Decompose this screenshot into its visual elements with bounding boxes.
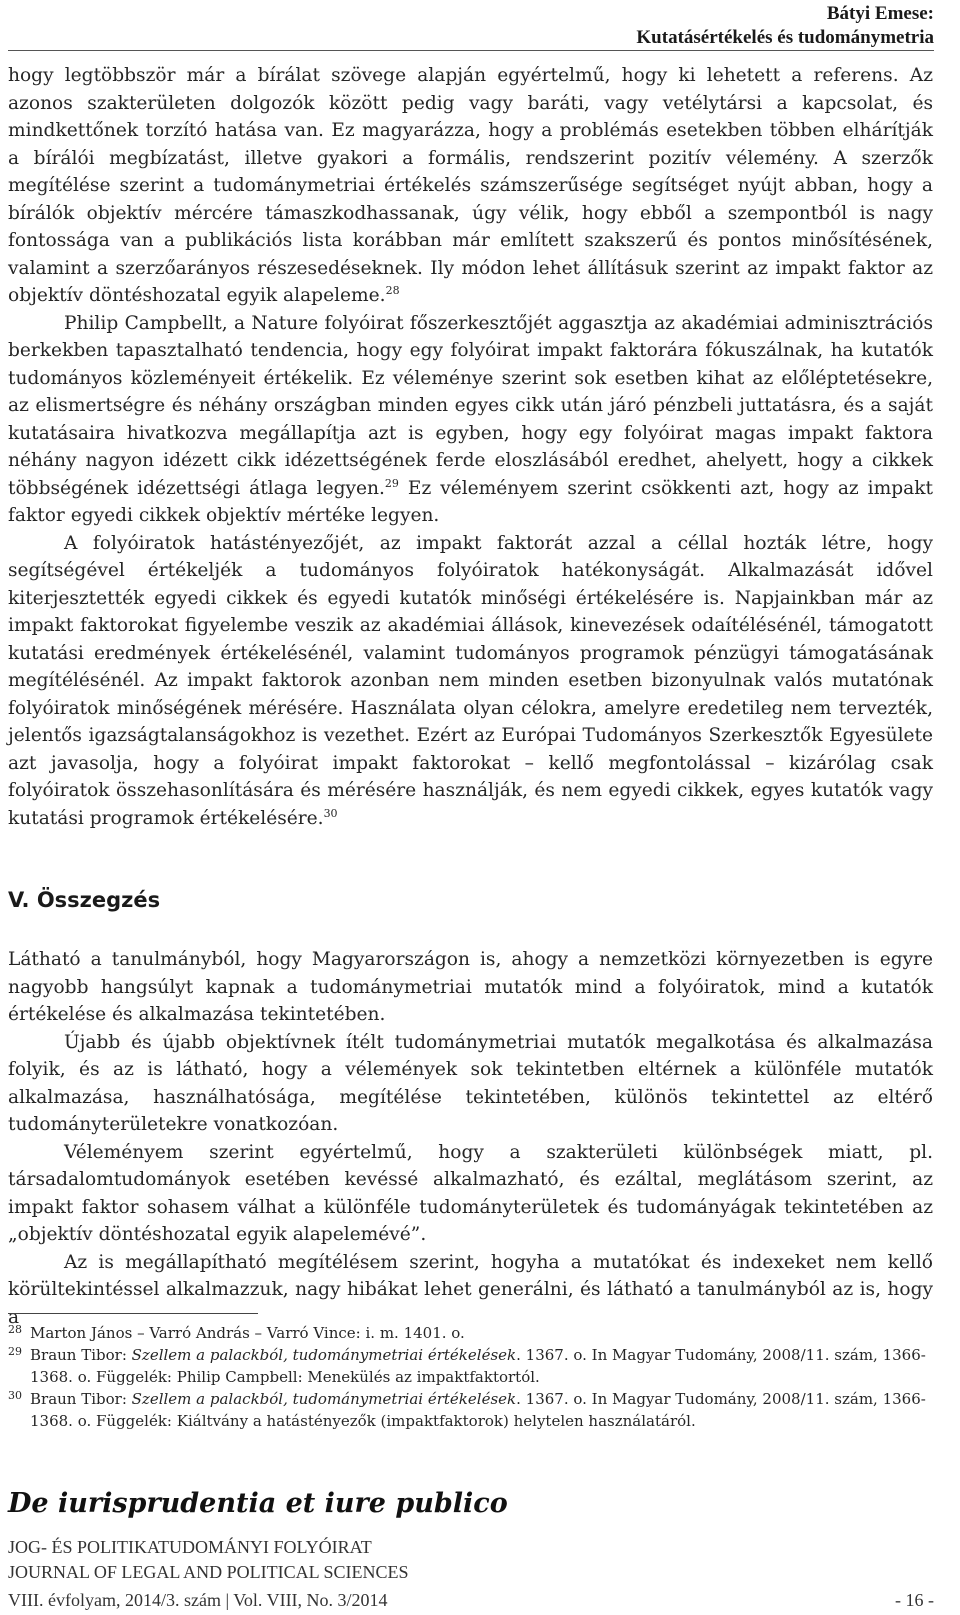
section-heading: V. Összegzés xyxy=(8,888,161,912)
footnote-30 xyxy=(8,1388,933,1432)
footnote-divider xyxy=(8,1313,258,1314)
page-number: - 16 - xyxy=(895,1590,934,1610)
paragraph-2-text: Philip Campbellt, a Nature folyóirat főszerkesztőjét aggasztja az akadémiai adminisztrációs berkekben tapasztalható tendencia, hogy egy folyóirat impakt faktorára fókuszálnak, ha kutatók tudományos közleményeit értékelik. Ez véleménye szerint sok esetben kihat az előléptetésekre, az elismertségre és néhány országban minden egyes cikk után járó pénzbeli juttatásra, és a saját kutatásaira hivatkozva megállapítja azt is egyben, hogy egy folyóirat magas impakt faktora néhány nagyon idézett cikk idézettségének ferde eloszlásából eredhet, ahelyett, hogy a cikkek többségének idézettségi átlaga legyen. xyxy=(8,312,933,499)
header-title: Kutatásértékelés és tudománymetria xyxy=(636,27,934,48)
summary-paragraph-3: Véleményem szerint egyértelmű, hogy a szakterületi különbségek miatt, pl. társadalomtudományok esetében kevéssé alkalmazható, és ezáltal, meglátásom szerint, az impakt faktor sohasem válhat a különféle tudományterületek és tudományágak tekintetében az „objektív döntéshozatal egyik alapelemévé”. xyxy=(8,1141,933,1245)
header-author: Bátyi Emese: xyxy=(826,3,934,24)
paragraph-1-text: hogy legtöbbször már a bírálat szövege alapján egyértelmű, hogy ki lehetett a referens. Az azonos szakterületen dolgozók között pedig vagy baráti, vagy vetélytársi a kapcsolat, és mindkettőnek torzító hatása van. Ez magyarázza, hogy a problémás esetekben többen elhárítják a bírálói megbízatást, illetve gyakori a formális, rendszerint pozitív vélemény. A szerzők megítélése szerint a tudománymetriai értékelés számszerűsége segítséget nyújt abban, hogy a bírálók objektív mércére támaszkodhassanak, úgy vélik, hogy ebből a szempontból is nagy fontossága van a publikációs lista korábban már említett szakszerű és pontos minősítésének, valamint a szerzőarányos részesedéseknek. Ily módon lehet állításuk szerint az impakt faktor az objektív döntéshozatal egyik alapeleme. xyxy=(8,65,933,306)
footnote-28 xyxy=(8,1322,933,1344)
footnote-ref-30[interactable]: 30 xyxy=(323,806,338,820)
summary-paragraph-4: Az is megállapítható megítélésem szerint, hogyha a mutatókat és indexeket nem kellő körültekintéssel alkalmazzuk, nagy hibákat lehet generálni, és látható a tanulmányból az is, hogy a xyxy=(8,1251,933,1328)
footnote-number: 30 xyxy=(8,1389,22,1402)
footnote-number: 29 xyxy=(8,1345,22,1358)
footnote-text: Marton János – Varró András – Varró Vince: i. m. 1401. o. xyxy=(30,1324,465,1342)
footnote-ref-28[interactable]: 28 xyxy=(385,284,400,297)
footnote-text: Braun Tibor: Szellem a palackból, tudománymetriai értékelések. 1367. o. In Magyar Tudomány, 2008/11. szám, 1366-1368. o. Függelék: Kiáltvány a hatástényezők (impaktfaktorok) helytelen használatáról. xyxy=(30,1390,926,1430)
summary-paragraph-1: Látható a tanulmányból, hogy Magyarországon is, ahogy a nemzetközi környezetben is egyre nagyobb hangsúlyt kapnak a tudománymetriai mutatók mind a folyóiratok, mind a kutatók értékelése és alkalmazása tekintetében. xyxy=(8,949,933,1025)
header-divider xyxy=(8,50,934,51)
issue-info: VIII. évfolyam, 2014/3. szám | Vol. VIII, No. 3/2014 xyxy=(8,1590,388,1610)
summary-text xyxy=(8,946,933,1331)
summary-paragraph-2: Újabb és újabb objektívnek ítélt tudománymetriai mutatók megalkotása és alkalmazása folyik, és az is látható, hogy a vélemények sok tekintetben eltérnek a különféle mutatók alkalmazása, használhatósága, megítélése tekintetében, különös tekintettel az eltérő tudományterületekre vonatkozóan. xyxy=(8,1031,933,1135)
journal-subtitle-hu: JOG- ÉS POLITIKATUDOMÁNYI FOLYÓIRAT xyxy=(8,1537,372,1557)
paragraph-3 xyxy=(8,530,933,833)
journal-subtitle-en: JOURNAL OF LEGAL AND POLITICAL SCIENCES xyxy=(8,1562,409,1582)
paragraph-3-text: A folyóiratok hatástényezőjét, az impakt faktorát azzal a céllal hozták létre, hogy segítségével értékeljék a tudományos folyóiratok hatékonyságát. Alkalmazását idővel kiterjesztették egyedi cikkek és egyedi kutatók minőségi értékelésére is. Napjainkban már az impakt faktorokat figyelembe veszik az akadémiai állások, kinevezések odaítélésénél, támogatott kutatási eredmények értékelésénél, valamint tudományos programok pénzügyi támogatásának megítélésénél. Az impakt faktorok azonban nem minden esetben bizonyulnak valós mutatónak folyóiratok minőségének mérésére. Használata olyan célokra, amelyre eredetileg nem tervezték, jelentős igazságtalanságokhoz is vezethet. Ezért az Európai Tudományos Szerkesztők Egyesülete azt javasolja, hogy a folyóirat impakt faktorokat – kellő megfontolással – kizárólag csak folyóiratok összehasonlítására és mérésére használják, és nem egyedi cikkek, egyes kutatók vagy kutatási programok értékelésére. xyxy=(8,532,933,829)
footnotes xyxy=(8,1322,933,1432)
main-text xyxy=(8,62,933,832)
running-header xyxy=(636,2,934,50)
footnote-text: Braun Tibor: Szellem a palackból, tudománymetriai értékelések. 1367. o. In Magyar Tudomány, 2008/11. szám, 1366-1368. o. Függelék: Philip Campbell: Menekülés az impaktfaktortól. xyxy=(30,1346,926,1386)
journal-logo: De iurisprudentia et iure publico xyxy=(8,1488,508,1519)
paragraph-2 xyxy=(8,310,933,530)
paragraph-2-text-cont: Ez véleményem szerint csökkenti azt, hogy az impakt faktor egyedi cikkek objektív mértéke legyen. xyxy=(8,477,933,526)
footnote-ref-29[interactable]: 29 xyxy=(384,476,399,490)
footer-issue-line xyxy=(8,1590,934,1611)
footnote-number: 28 xyxy=(8,1323,22,1336)
paragraph-1 xyxy=(8,62,933,310)
footnote-29 xyxy=(8,1344,933,1388)
